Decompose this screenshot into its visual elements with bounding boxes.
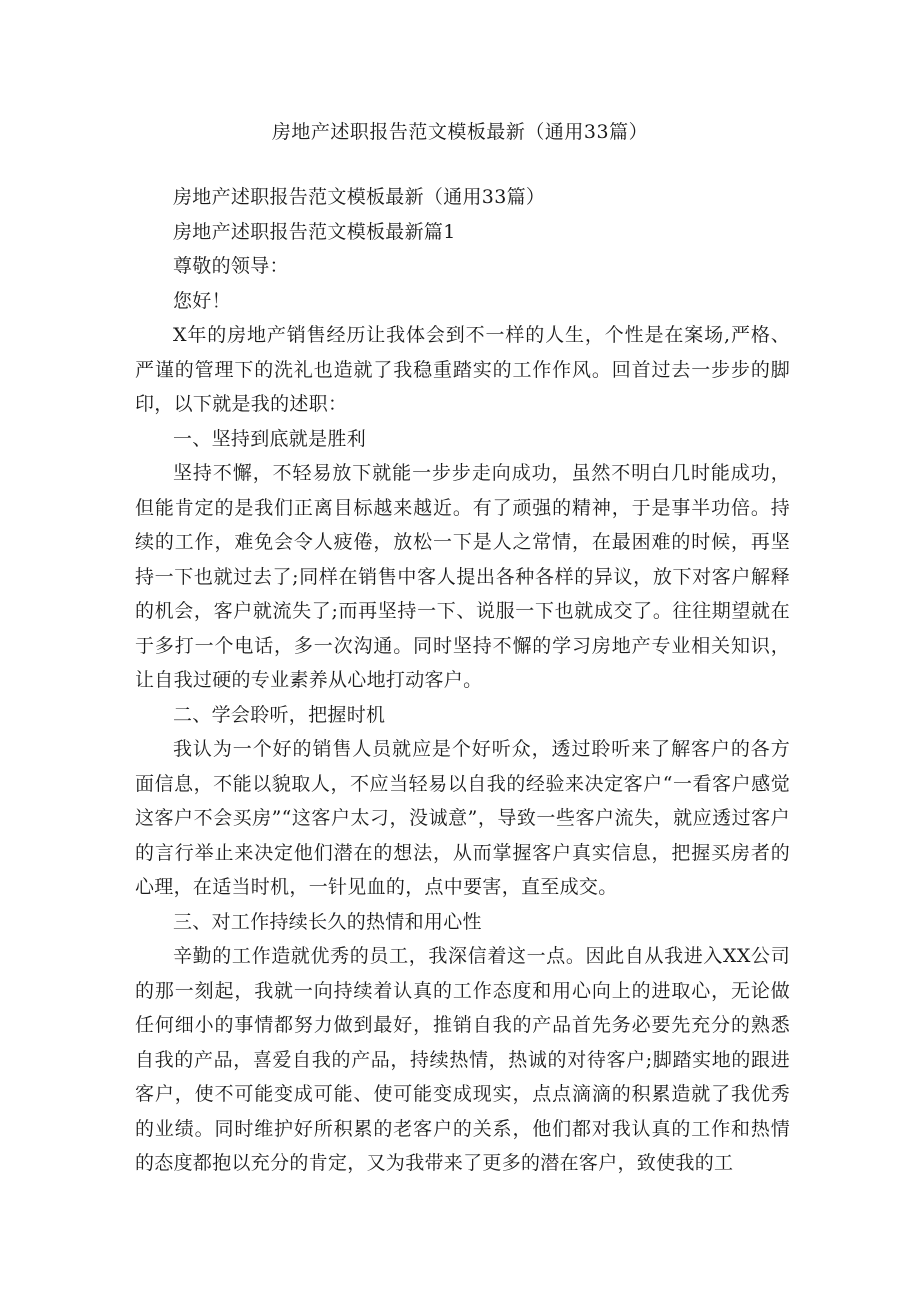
heading-one: 一、坚持到底就是胜利 bbox=[173, 427, 367, 450]
heading-two: 二、学会聆听，把握时机 bbox=[173, 703, 386, 726]
heading-three: 三、对工作持续长久的热情和用心性 bbox=[173, 910, 482, 933]
section-title-paragraph: 房地产述职报告范文模板最新篇1 bbox=[173, 220, 456, 243]
document-title: 房地产述职报告范文模板最新（通用33篇） bbox=[271, 121, 649, 143]
intro-paragraph: X年的房地产销售经历让我体会到不一样的人生，个性是在案场,严格、严谨的管理下的洗礼也造就了我稳重踏实的工作作风。回首过去一步步的脚印，以下就是我的述职： bbox=[135, 324, 790, 415]
body-paragraph-one: 坚持不懈，不轻易放下就能一步步走向成功，虽然不明白几时能成功，但能肯定的是我们正离目标越来越近。有了顽强的精神，于是事半功倍。持续的工作，难免会令人疲倦，放松一下是人之常情，在最困难的时候，再坚持一下也就过去了;同样在销售中客人提出各种各样的异议，放下对客户解释的机会，客户就流失了;而再坚持一下、说服一下也就成交了。往往期望就在于多打一个电话，多一次沟通。同时坚持不懈的学习房地产专业相关知识，让自我过硬的专业素养从心地打动客户。 bbox=[135, 462, 790, 691]
body-paragraph-two: 我认为一个好的销售人员就应是个好听众，透过聆听来了解客户的各方面信息，不能以貌取人，不应当轻易以自我的经验来决定客户“一看客户感觉这客户不会买房”“这客户太刁，没诚意”，导致一些客户流失，就应透过客户的言行举止来决定他们潜在的想法，从而掌握客户真实信息，把握买房者的心理，在适当时机，一针见血的，点中要害，直至成交。 bbox=[135, 738, 790, 898]
subtitle-paragraph: 房地产述职报告范文模板最新（通用33篇） bbox=[173, 186, 546, 208]
salutation-paragraph: 尊敬的领导： bbox=[173, 255, 289, 277]
greeting-paragraph: 您好！ bbox=[173, 289, 231, 312]
document-body bbox=[135, 180, 790, 1181]
body-paragraph-three: 辛勤的工作造就优秀的员工，我深信着这一点。因此自从我进入XX公司的那一刻起，我就一向持续着认真的工作态度和用心向上的进取心，无论做任何细小的事情都努力做到最好，推销自我的产品首先务必要先充分的熟悉自我的产品，喜爱自我的产品，持续热情，热诚的对待客户;脚踏实地的跟进客户，使不可能变成可能、使可能变成现实，点点滴滴的积累造就了我优秀的业绩。同时维护好所积累的老客户的关系，他们都对我认真的工作和热情的态度都抱以充分的肯定，又为我带来了更多的潜在客户，致使我的工 bbox=[135, 945, 790, 1174]
